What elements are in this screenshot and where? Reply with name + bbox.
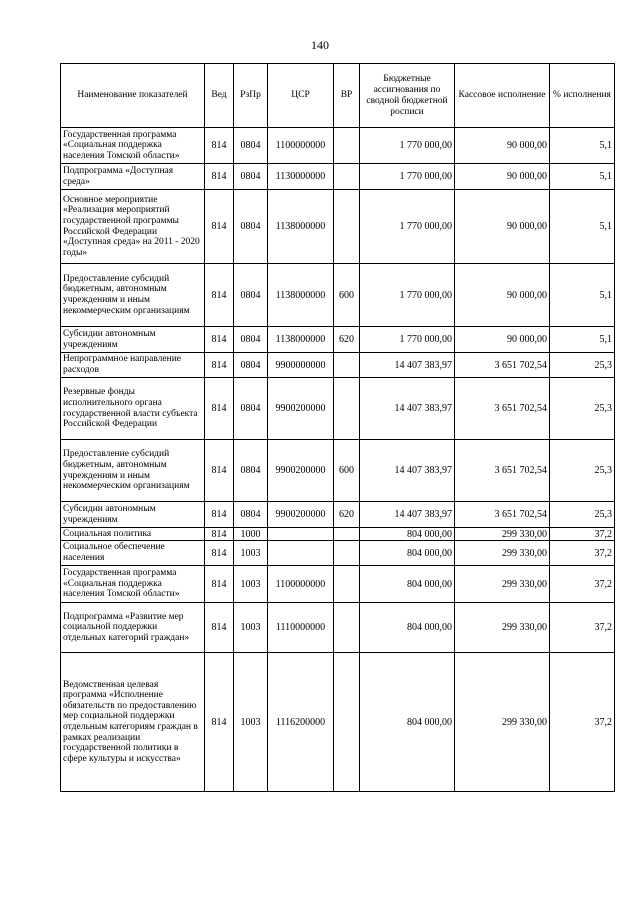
row-csr: 1138000000 (268, 264, 334, 327)
row-rzpr: 0804 (234, 128, 268, 164)
row-pct: 37,2 (550, 528, 615, 541)
row-csr: 1138000000 (268, 327, 334, 353)
table-row (61, 327, 615, 353)
row-ved: 814 (205, 440, 234, 502)
row-ved: 814 (205, 190, 234, 264)
row-rzpr: 0804 (234, 440, 268, 502)
table-row (61, 528, 615, 541)
row-ved: 814 (205, 528, 234, 541)
row-cash: 90 000,00 (455, 190, 550, 264)
row-cash: 299 330,00 (455, 528, 550, 541)
row-rzpr: 0804 (234, 164, 268, 190)
row-vr (334, 128, 360, 164)
row-ved: 814 (205, 353, 234, 378)
table-row (61, 440, 615, 502)
row-csr: 9900200000 (268, 502, 334, 528)
row-cash: 3 651 702,54 (455, 440, 550, 502)
row-vr (334, 653, 360, 792)
row-rzpr: 1003 (234, 603, 268, 653)
header-name: Наименование показателей (61, 64, 205, 128)
row-rzpr: 0804 (234, 353, 268, 378)
row-vr (334, 164, 360, 190)
budget-table (60, 63, 615, 792)
row-cash: 3 651 702,54 (455, 353, 550, 378)
row-budget: 1 770 000,00 (360, 327, 455, 353)
row-pct: 25,3 (550, 440, 615, 502)
row-vr: 600 (334, 264, 360, 327)
header-row (61, 64, 615, 128)
row-csr: 1130000000 (268, 164, 334, 190)
row-vr (334, 603, 360, 653)
row-ved: 814 (205, 566, 234, 603)
row-budget: 804 000,00 (360, 528, 455, 541)
header-vr: ВР (334, 64, 360, 128)
header-cash: Кассовое исполнение (455, 64, 550, 128)
table-row (61, 353, 615, 378)
header-rzpr: РзПр (234, 64, 268, 128)
row-vr (334, 528, 360, 541)
row-rzpr: 0804 (234, 190, 268, 264)
row-budget: 804 000,00 (360, 566, 455, 603)
row-cash: 90 000,00 (455, 164, 550, 190)
row-csr: 1110000000 (268, 603, 334, 653)
table-row (61, 502, 615, 528)
row-rzpr: 0804 (234, 327, 268, 353)
table-row (61, 264, 615, 327)
row-csr: 1100000000 (268, 566, 334, 603)
row-rzpr: 1003 (234, 653, 268, 792)
row-pct: 37,2 (550, 603, 615, 653)
row-vr (334, 566, 360, 603)
row-pct: 37,2 (550, 566, 615, 603)
row-budget: 14 407 383,97 (360, 353, 455, 378)
row-pct: 25,3 (550, 502, 615, 528)
table-row (61, 378, 615, 440)
row-budget: 804 000,00 (360, 653, 455, 792)
row-vr: 600 (334, 440, 360, 502)
row-ved: 814 (205, 541, 234, 566)
header-ved: Вед (205, 64, 234, 128)
row-csr (268, 541, 334, 566)
row-name: Предоставление субсидий бюджетным, автономным учреждениям и иным некоммерческим организациям (61, 264, 205, 327)
row-pct: 5,1 (550, 190, 615, 264)
row-budget: 14 407 383,97 (360, 378, 455, 440)
row-rzpr: 1003 (234, 566, 268, 603)
row-name: Субсидии автономным учреждениям (61, 327, 205, 353)
row-pct: 5,1 (550, 327, 615, 353)
table-row (61, 164, 615, 190)
table-row (61, 541, 615, 566)
row-csr (268, 528, 334, 541)
row-pct: 5,1 (550, 164, 615, 190)
row-budget: 14 407 383,97 (360, 440, 455, 502)
row-vr (334, 541, 360, 566)
row-cash: 90 000,00 (455, 327, 550, 353)
row-rzpr: 1000 (234, 528, 268, 541)
row-budget: 1 770 000,00 (360, 264, 455, 327)
row-name: Основное мероприятие «Реализация мероприятий государственной программы Российской Федерации «Доступная среда» на 2011 - 2020 годы» (61, 190, 205, 264)
row-ved: 814 (205, 264, 234, 327)
row-cash: 299 330,00 (455, 603, 550, 653)
row-csr: 9900200000 (268, 440, 334, 502)
table-row (61, 653, 615, 792)
row-budget: 1 770 000,00 (360, 164, 455, 190)
row-name: Социальная политика (61, 528, 205, 541)
row-pct: 5,1 (550, 264, 615, 327)
row-rzpr: 1003 (234, 541, 268, 566)
header-pct: % исполнения (550, 64, 615, 128)
row-budget: 804 000,00 (360, 603, 455, 653)
row-cash: 299 330,00 (455, 653, 550, 792)
table-row (61, 566, 615, 603)
row-budget: 1 770 000,00 (360, 128, 455, 164)
row-vr: 620 (334, 327, 360, 353)
row-name: Социальное обеспечение населения (61, 541, 205, 566)
row-rzpr: 0804 (234, 502, 268, 528)
row-pct: 25,3 (550, 378, 615, 440)
table-row (61, 190, 615, 264)
row-vr (334, 378, 360, 440)
header-budget: Бюджетные ассигнования по сводной бюджетной росписи (360, 64, 455, 128)
row-ved: 814 (205, 378, 234, 440)
row-vr (334, 190, 360, 264)
row-cash: 90 000,00 (455, 264, 550, 327)
row-vr: 620 (334, 502, 360, 528)
header-csr: ЦСР (268, 64, 334, 128)
row-cash: 299 330,00 (455, 566, 550, 603)
row-rzpr: 0804 (234, 378, 268, 440)
row-name: Подпрограмма «Доступная среда» (61, 164, 205, 190)
row-name: Государственная программа «Социальная поддержка населения Томской области» (61, 128, 205, 164)
row-cash: 299 330,00 (455, 541, 550, 566)
table-row (61, 128, 615, 164)
row-name: Непрограммное направление расходов (61, 353, 205, 378)
row-cash: 90 000,00 (455, 128, 550, 164)
page-number: 140 (311, 38, 329, 52)
row-budget: 14 407 383,97 (360, 502, 455, 528)
row-budget: 1 770 000,00 (360, 190, 455, 264)
row-csr: 9900200000 (268, 378, 334, 440)
row-ved: 814 (205, 603, 234, 653)
row-ved: 814 (205, 502, 234, 528)
row-ved: 814 (205, 164, 234, 190)
row-pct: 37,2 (550, 541, 615, 566)
row-pct: 5,1 (550, 128, 615, 164)
row-ved: 814 (205, 653, 234, 792)
row-name: Ведомственная целевая программа «Исполнение обязательств по предоставлению мер социальной поддержки отдельным категориям граждан в рамках реализации государственной политики в сфере культуры и искусства» (61, 653, 205, 792)
row-csr: 1100000000 (268, 128, 334, 164)
row-pct: 25,3 (550, 353, 615, 378)
row-name: Подпрограмма «Развитие мер социальной поддержки отдельных категорий граждан» (61, 603, 205, 653)
row-cash: 3 651 702,54 (455, 378, 550, 440)
row-csr: 1138000000 (268, 190, 334, 264)
row-vr (334, 353, 360, 378)
row-name: Предоставление субсидий бюджетным, автономным учреждениям и иным некоммерческим организациям (61, 440, 205, 502)
row-rzpr: 0804 (234, 264, 268, 327)
row-cash: 3 651 702,54 (455, 502, 550, 528)
row-name: Государственная программа «Социальная поддержка населения Томской области» (61, 566, 205, 603)
row-name: Субсидии автономным учреждениям (61, 502, 205, 528)
row-csr: 1116200000 (268, 653, 334, 792)
row-name: Резервные фонды исполнительного органа государственной власти субъекта Российской Федерации (61, 378, 205, 440)
row-csr: 9900000000 (268, 353, 334, 378)
row-pct: 37,2 (550, 653, 615, 792)
row-ved: 814 (205, 327, 234, 353)
row-budget: 804 000,00 (360, 541, 455, 566)
row-ved: 814 (205, 128, 234, 164)
table-row (61, 603, 615, 653)
